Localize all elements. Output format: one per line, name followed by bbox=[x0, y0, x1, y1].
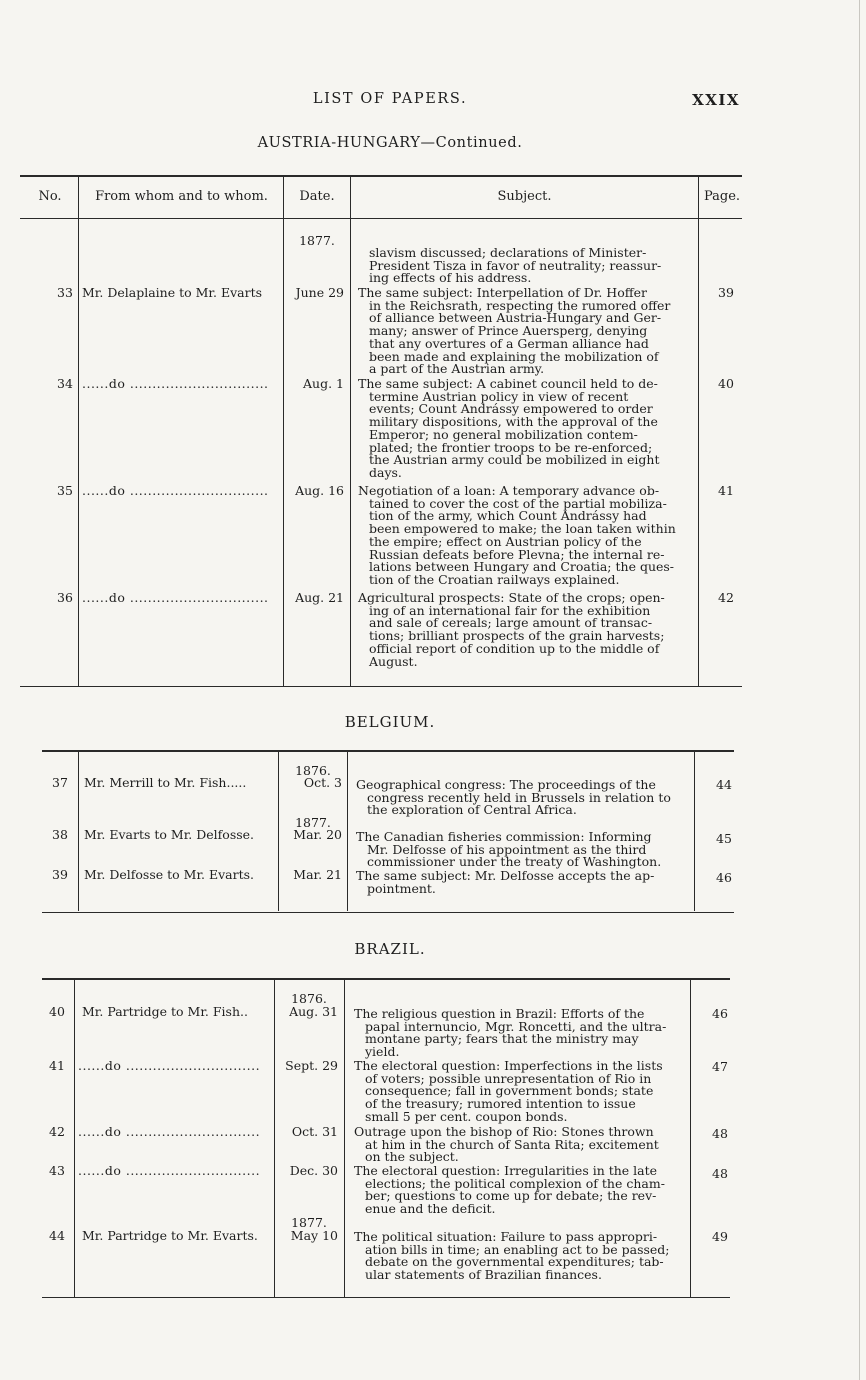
subject-line: of the treasury; rumored intention to issue bbox=[365, 1096, 636, 1112]
subject bbox=[356, 870, 687, 895]
section-title-austria: AUSTRIA-HUNGARY—Continued. bbox=[257, 135, 523, 151]
date: May 10 bbox=[290, 1228, 338, 1243]
subject-line: Negotiation of a loan: A temporary advance ob- bbox=[358, 483, 660, 498]
subject-line: ation bills in time; an enabling act to be passed; bbox=[365, 1241, 670, 1257]
correspondents: Mr. Merrill to Mr. Fish..... bbox=[84, 775, 247, 790]
subject-line: Emperor; no general mobilization contem- bbox=[369, 426, 638, 442]
subject-line: The religious question in Brazil: Efforts of the bbox=[354, 1006, 645, 1021]
subject-line: consequence; fall in government bonds; state bbox=[365, 1083, 654, 1099]
table-top-rule bbox=[20, 175, 742, 177]
subject bbox=[354, 1231, 683, 1282]
page-number: XXIX bbox=[692, 91, 740, 109]
date: Oct. 3 bbox=[303, 775, 342, 790]
page-ref: 48 bbox=[712, 1126, 728, 1141]
row-number: 34 bbox=[57, 376, 73, 391]
subject-line: a part of the Austrian army. bbox=[369, 361, 545, 377]
row-number: 43 bbox=[49, 1163, 65, 1178]
table-bottom-rule bbox=[42, 1297, 730, 1298]
subject-line: papal internuncio, Mgr. Roncetti, and the ultra- bbox=[365, 1018, 667, 1034]
subject bbox=[356, 831, 687, 869]
correspondents: Mr. Delaplaine to Mr. Evarts bbox=[82, 285, 263, 300]
row-number: 44 bbox=[49, 1228, 65, 1243]
subject-line: many; answer of Prince Auersperg, denying bbox=[369, 323, 648, 339]
subject-line: on the subject. bbox=[365, 1149, 459, 1165]
page-ref: 44 bbox=[716, 777, 732, 792]
subject-line: of voters; possible unrepresentation of Rio in bbox=[365, 1070, 652, 1086]
subject-line: The electoral question: Imperfections in the lists bbox=[354, 1058, 663, 1073]
subject-line: The same subject: Interpellation of Dr. Hoffer bbox=[358, 285, 647, 300]
year-label: 1876. bbox=[291, 991, 327, 1006]
table-bottom-rule bbox=[20, 686, 742, 687]
correspondents: ......do ............................... bbox=[82, 483, 269, 498]
row-number: 33 bbox=[57, 285, 73, 300]
subject-line: the empire; effect on Austrian policy of the bbox=[369, 533, 642, 549]
subject-line: of alliance between Austria-Hungary and Ger- bbox=[369, 310, 662, 326]
col-divider bbox=[350, 176, 351, 686]
subject-line: and sale of cereals; large amount of transac- bbox=[369, 615, 653, 631]
row-number: 42 bbox=[49, 1124, 65, 1139]
correspondents: ......do .............................. bbox=[78, 1163, 261, 1178]
subject-line: been empowered to make; the loan taken within bbox=[369, 521, 676, 537]
running-head bbox=[40, 91, 740, 113]
correspondents: ......do .............................. bbox=[78, 1058, 261, 1073]
subject-line: ber; questions to come up for debate; the rev- bbox=[365, 1188, 657, 1204]
date: Aug. 1 bbox=[303, 376, 344, 391]
correspondents: Mr. Evarts to Mr. Delfosse. bbox=[84, 827, 255, 842]
page-ref: 42 bbox=[718, 590, 734, 605]
subject-line: at him in the church of Santa Rita; excitement bbox=[365, 1136, 659, 1152]
subject-continuation bbox=[358, 247, 689, 285]
subject-line: tions; brilliant prospects of the grain harvests; bbox=[369, 628, 665, 644]
subject-line: commissioner under the treaty of Washington. bbox=[367, 854, 662, 870]
row-number: 41 bbox=[49, 1058, 65, 1073]
col-divider bbox=[694, 751, 695, 911]
page-edge bbox=[859, 0, 860, 1380]
subject-line: tained to cover the cost of the partial mobiliza- bbox=[369, 495, 667, 511]
subject bbox=[354, 1165, 683, 1216]
subject bbox=[356, 779, 687, 817]
correspondents: ......do ............................... bbox=[82, 376, 269, 391]
date: Aug. 21 bbox=[295, 590, 344, 605]
date: Aug. 16 bbox=[295, 483, 344, 498]
subject-line: The same subject: A cabinet council held to de- bbox=[358, 376, 658, 391]
correspondents: Mr. Partridge to Mr. Fish.. bbox=[82, 1004, 248, 1019]
date: June 29 bbox=[295, 285, 344, 300]
page-ref: 40 bbox=[718, 376, 734, 391]
col-divider bbox=[74, 979, 75, 1297]
subject-line: Mr. Delfosse of his appointment as the third bbox=[367, 841, 647, 857]
header-no: No. bbox=[38, 189, 62, 204]
subject bbox=[354, 1126, 683, 1164]
year-label: 1876. bbox=[295, 763, 331, 778]
subject-line: President Tisza in favor of neutrality; reassur- bbox=[369, 257, 662, 273]
subject-line: in the Reichsrath, respecting the rumored offer bbox=[369, 297, 671, 313]
section-title-brazil: BRAZIL. bbox=[354, 940, 426, 958]
col-divider bbox=[78, 751, 79, 911]
subject bbox=[358, 287, 689, 376]
subject-line: the Austrian army could be mobilized in eight bbox=[369, 452, 660, 468]
page-ref: 45 bbox=[716, 831, 732, 846]
table-top-rule bbox=[42, 750, 734, 752]
date: Sept. 29 bbox=[285, 1058, 338, 1073]
subject-line: lations between Hungary and Croatia; the ques- bbox=[369, 559, 675, 575]
subject-line: that any overtures of a German alliance had bbox=[369, 335, 649, 351]
col-divider bbox=[698, 176, 699, 686]
row-number: 38 bbox=[52, 827, 68, 842]
page-ref: 39 bbox=[718, 285, 734, 300]
date: Dec. 30 bbox=[289, 1163, 338, 1178]
col-divider bbox=[78, 176, 79, 686]
subject-line: events; Count Andrássy empowered to order bbox=[369, 401, 653, 417]
subject-line: congress recently held in Brussels in relation to bbox=[367, 789, 671, 805]
correspondents: Mr. Delfosse to Mr. Evarts. bbox=[84, 867, 255, 882]
page-ref: 48 bbox=[712, 1166, 728, 1181]
subject-line: The political situation: Failure to pass appropri- bbox=[354, 1229, 658, 1244]
row-number: 39 bbox=[52, 867, 68, 882]
subject-line: elections; the political complexion of the cham- bbox=[365, 1175, 665, 1191]
date: Mar. 20 bbox=[293, 827, 342, 842]
header-date: Date. bbox=[299, 189, 335, 204]
subject-line: tion of the army, which Count Andrássy had bbox=[369, 508, 647, 524]
subject-line: tion of the Croatian railways explained. bbox=[369, 571, 620, 587]
table-top-rule bbox=[42, 978, 730, 980]
year-label: 1877. bbox=[295, 815, 331, 830]
col-divider bbox=[690, 979, 691, 1297]
correspondents: Mr. Partridge to Mr. Evarts. bbox=[82, 1228, 258, 1243]
subject-line: been made and explaining the mobilization of bbox=[369, 348, 659, 364]
subject bbox=[354, 1008, 683, 1059]
subject-line: days. bbox=[369, 464, 402, 480]
subject-line: The same subject: Mr. Delfosse accepts the ap- bbox=[356, 868, 655, 883]
subject-line: enue and the deficit. bbox=[365, 1201, 496, 1217]
subject bbox=[358, 485, 689, 587]
correspondents: ......do .............................. bbox=[78, 1124, 261, 1139]
subject-line: Outrage upon the bishop of Rio: Stones thrown bbox=[354, 1124, 654, 1139]
row-number: 37 bbox=[52, 775, 68, 790]
header-subject: Subject. bbox=[497, 189, 552, 204]
subject-line: Geographical congress: The proceedings of the bbox=[356, 777, 656, 792]
subject-line: August. bbox=[369, 653, 418, 669]
col-divider bbox=[344, 979, 345, 1297]
subject-line: plated; the frontier troops to be re-enforced; bbox=[369, 439, 653, 455]
subject-line: pointment. bbox=[367, 880, 436, 896]
page-ref: 41 bbox=[718, 483, 734, 498]
year-label: 1877. bbox=[291, 1215, 327, 1230]
subject-line: Russian defeats before Plevna; the internal re- bbox=[369, 546, 665, 562]
subject-line: The electoral question: Irregularities in the late bbox=[354, 1163, 658, 1178]
subject-line: termine Austrian policy in view of recent bbox=[369, 388, 629, 404]
col-divider bbox=[347, 751, 348, 911]
date: Mar. 21 bbox=[293, 867, 342, 882]
page-ref: 46 bbox=[716, 870, 732, 885]
row-number: 40 bbox=[49, 1004, 65, 1019]
table-bottom-rule bbox=[42, 912, 734, 913]
correspondents: ......do ............................... bbox=[82, 590, 269, 605]
page-ref: 47 bbox=[712, 1059, 728, 1074]
subject-line: debate on the governmental expenditures; tab- bbox=[365, 1254, 664, 1270]
header-page: Page. bbox=[703, 189, 741, 204]
subject-line: the exploration of Central Africa. bbox=[367, 802, 577, 818]
subject-line: montane party; fears that the ministry may bbox=[365, 1031, 639, 1047]
row-number: 36 bbox=[57, 590, 73, 605]
date: Oct. 31 bbox=[291, 1124, 338, 1139]
subject-line: ing effects of his address. bbox=[369, 270, 532, 286]
subject bbox=[358, 378, 689, 480]
subject-line: small 5 per cent. coupon bonds. bbox=[365, 1108, 568, 1124]
subject-line: Agricultural prospects: State of the crops; open- bbox=[358, 590, 665, 605]
subject-line: slavism discussed; declarations of Minister- bbox=[369, 245, 647, 260]
col-divider bbox=[283, 176, 284, 686]
header-from: From whom and to whom. bbox=[95, 189, 268, 204]
page-ref: 46 bbox=[712, 1006, 728, 1021]
subject-line: ular statements of Brazilian finances. bbox=[365, 1267, 602, 1283]
row-number: 35 bbox=[57, 483, 73, 498]
subject-line: The Canadian fisheries commission: Informing bbox=[356, 829, 652, 844]
running-title: LIST OF PAPERS. bbox=[312, 91, 468, 107]
subject-line: ing of an international fair for the exhibition bbox=[369, 602, 651, 618]
subject bbox=[354, 1060, 683, 1124]
year-label: 1877. bbox=[299, 233, 335, 248]
subject-line: yield. bbox=[365, 1044, 400, 1060]
date: Aug. 31 bbox=[289, 1004, 338, 1019]
subject-line: official report of condition up to the middle of bbox=[369, 640, 660, 656]
subject bbox=[358, 592, 689, 668]
section-title-belgium: BELGIUM. bbox=[344, 713, 436, 731]
page-ref: 49 bbox=[712, 1229, 728, 1244]
subject-line: military dispositions, with the approval of the bbox=[369, 414, 658, 430]
header-rule bbox=[20, 218, 742, 219]
